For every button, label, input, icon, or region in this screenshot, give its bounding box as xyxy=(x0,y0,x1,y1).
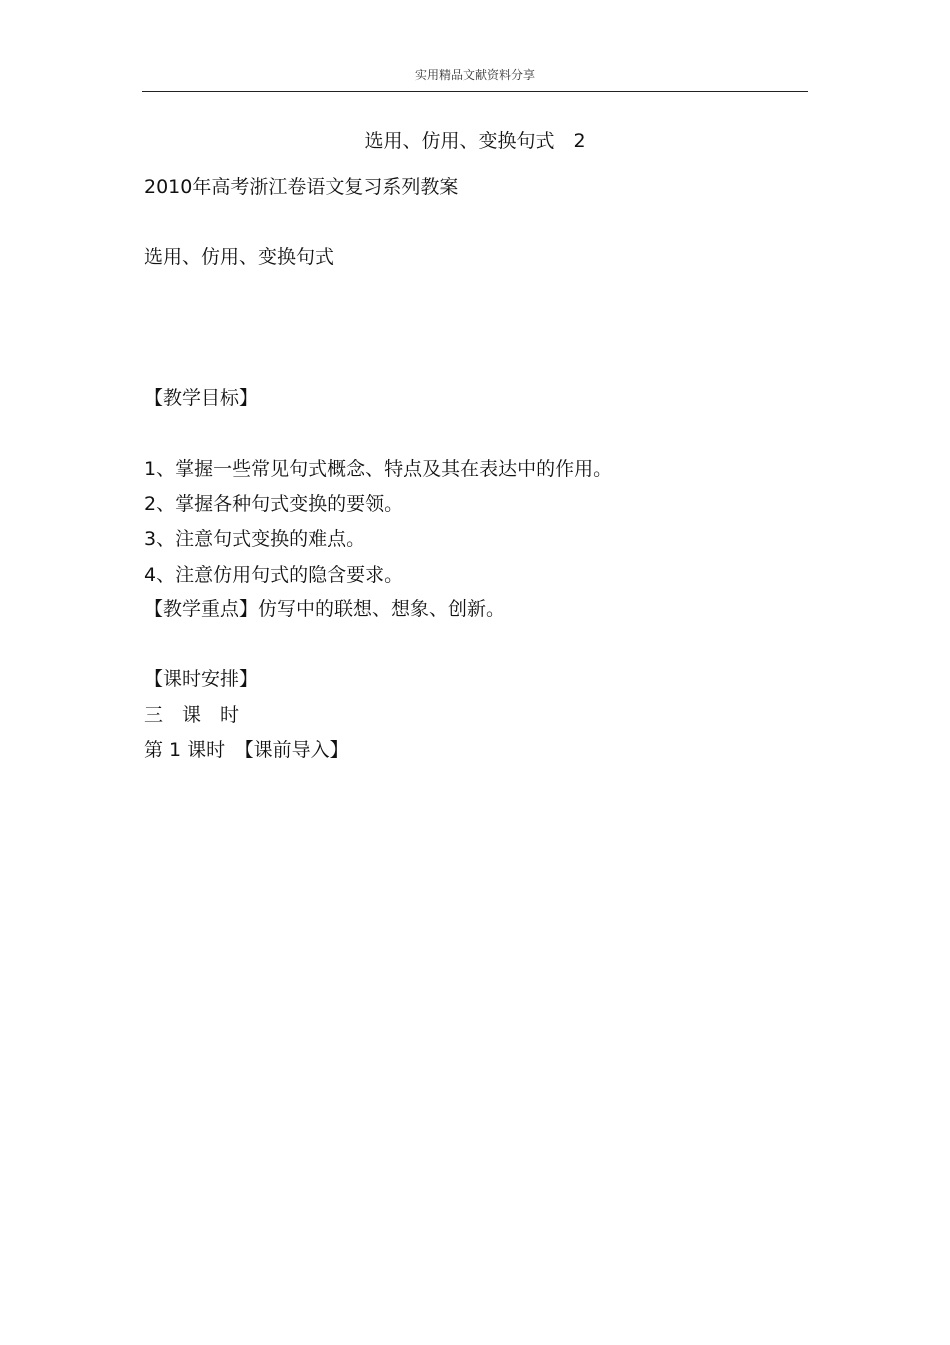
teaching-focus: 【教学重点】仿写中的联想、想象、创新。 xyxy=(144,598,506,620)
objective-item-1: 1、掌握一些常见句式概念、特点及其在表达中的作用。 xyxy=(144,458,613,480)
document-title: 选用、仿用、变换句式 2 xyxy=(364,130,586,152)
schedule-line: 三 课 时 xyxy=(144,704,240,726)
objectives-heading: 【教学目标】 xyxy=(144,387,259,409)
objective-item-3: 3、注意句式变换的难点。 xyxy=(144,528,366,550)
objective-item-2: 2、掌握各种句式变换的要领。 xyxy=(144,493,404,515)
topic-line: 选用、仿用、变换句式 xyxy=(144,246,335,268)
document-subtitle: 2010年高考浙江卷语文复习系列教案 xyxy=(144,176,459,198)
lesson-1-line: 第 1 课时 【课前导入】 xyxy=(144,739,349,761)
page-header: 实用精品文献资料分享 xyxy=(414,68,535,82)
header-divider xyxy=(142,91,808,92)
schedule-heading: 【课时安排】 xyxy=(144,668,259,690)
objective-item-4: 4、注意仿用句式的隐含要求。 xyxy=(144,564,404,586)
